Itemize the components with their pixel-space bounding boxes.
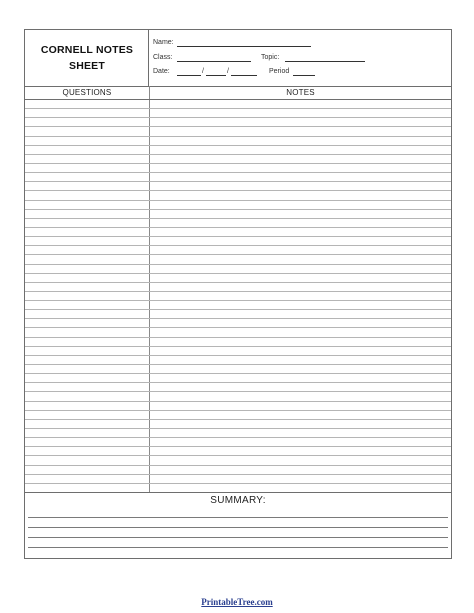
questions-column-header: QUESTIONS xyxy=(62,88,112,97)
note-row-line xyxy=(25,373,451,374)
note-row-line xyxy=(25,126,451,127)
notes-column-header: NOTES xyxy=(286,88,315,97)
date-year-field[interactable] xyxy=(231,75,257,76)
summary-divider xyxy=(25,492,451,493)
class-field[interactable] xyxy=(177,61,251,62)
note-row-line xyxy=(25,382,451,383)
note-lines[interactable] xyxy=(25,99,451,492)
student-info xyxy=(153,30,449,86)
note-row-line xyxy=(25,337,451,338)
date-label: Date: xyxy=(153,68,170,75)
note-row-line xyxy=(25,254,451,255)
note-row-line xyxy=(25,282,451,283)
note-row-line xyxy=(25,218,451,219)
note-row-line xyxy=(25,291,451,292)
note-row-line xyxy=(25,264,451,265)
topic-field[interactable] xyxy=(285,61,365,62)
summary-line xyxy=(28,527,448,528)
note-row-line xyxy=(25,145,451,146)
summary-line xyxy=(28,517,448,518)
note-row-line xyxy=(25,163,451,164)
period-label: Period xyxy=(269,68,290,75)
note-row-line xyxy=(25,364,451,365)
printabletree-link[interactable]: PrintableTree.com xyxy=(201,597,273,607)
topic-label: Topic: xyxy=(261,54,280,61)
note-row-line xyxy=(25,172,451,173)
note-row-line xyxy=(25,446,451,447)
note-row-line xyxy=(25,355,451,356)
note-row-line xyxy=(25,245,451,246)
note-row-line xyxy=(25,309,451,310)
note-row-line xyxy=(25,437,451,438)
title-box xyxy=(25,30,149,86)
date-separator: / xyxy=(202,68,204,75)
note-row-line xyxy=(25,474,451,475)
note-row-line xyxy=(25,154,451,155)
note-row-line xyxy=(25,117,451,118)
summary-line xyxy=(28,537,448,538)
date-separator: / xyxy=(227,68,229,75)
note-row-line xyxy=(25,455,451,456)
note-row-line xyxy=(25,327,451,328)
note-row-line xyxy=(25,181,451,182)
cornell-notes-sheet xyxy=(24,29,452,559)
class-label: Class: xyxy=(153,54,173,61)
note-row-line xyxy=(25,410,451,411)
note-row-line xyxy=(25,318,451,319)
note-row-line xyxy=(25,465,451,466)
summary-title: SUMMARY: xyxy=(210,495,266,506)
sheet-title-line1: CORNELL NOTES xyxy=(40,44,134,56)
note-row-line xyxy=(25,136,451,137)
date-day-field[interactable] xyxy=(206,75,226,76)
period-field[interactable] xyxy=(293,75,315,76)
date-month-field[interactable] xyxy=(177,75,201,76)
note-row-line xyxy=(25,200,451,201)
note-row-line xyxy=(25,236,451,237)
name-label: Name: xyxy=(153,39,174,46)
note-row-line xyxy=(25,428,451,429)
note-row-line xyxy=(25,227,451,228)
note-row-line xyxy=(25,483,451,484)
note-row-line xyxy=(25,190,451,191)
note-row-line xyxy=(25,419,451,420)
note-row-line xyxy=(25,99,451,100)
sheet-header xyxy=(25,30,451,87)
note-row-line xyxy=(25,273,451,274)
name-field[interactable] xyxy=(177,46,311,47)
note-row-line xyxy=(25,300,451,301)
note-row-line xyxy=(25,346,451,347)
note-row-line xyxy=(25,391,451,392)
note-row-line xyxy=(25,401,451,402)
summary-line xyxy=(28,547,448,548)
sheet-title-line2: SHEET xyxy=(68,60,105,72)
note-row-line xyxy=(25,209,451,210)
note-row-line xyxy=(25,108,451,109)
